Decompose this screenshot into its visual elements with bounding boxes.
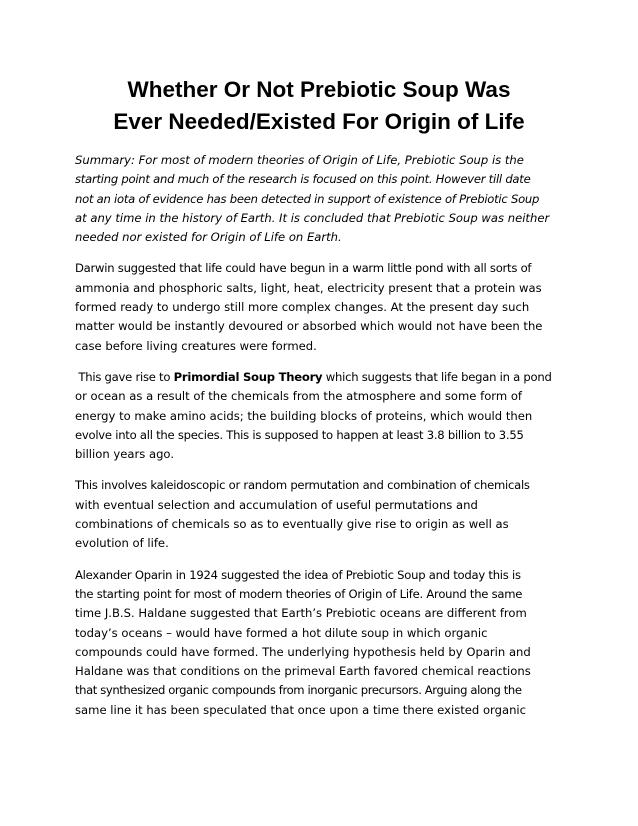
paragraph-line: compounds could have formed. The underlying hypothesis held by Oparin and (75, 644, 531, 659)
paragraph-line: evolve into all the species. This is supposed to happen at least 3.8 billion to 3.55 (75, 427, 524, 442)
title-line-1: Whether Or Not Prebiotic Soup Was (127, 77, 511, 102)
paragraph-line: energy to make amino acids; the building blocks of proteins, which would then (75, 408, 533, 423)
paragraph-line: same line it has been speculated that once upon a time there existed organic (75, 702, 527, 717)
document-body (75, 151, 567, 732)
paragraph-text: which suggests that life began in a pond (322, 369, 552, 384)
paragraph-line: time J.B.S. Haldane suggested that Earth’s Prebiotic oceans are different from (75, 606, 527, 621)
paragraph-line: Haldane was that conditions on the primeval Earth favored chemical reactions (75, 664, 531, 679)
paragraph-text: This gave rise to (75, 369, 174, 384)
summary-line: needed nor existed for Origin of Life on Earth. (75, 230, 342, 245)
paragraph-line: matter would be instantly devoured or absorbed which would not have been the (75, 319, 543, 334)
summary-line: Summary: For most of modern theories of Origin of Life, Prebiotic Soup is the (75, 153, 524, 167)
paragraph-line: Darwin suggested that life could have begun in a warm little pond with all sorts of (75, 261, 532, 276)
paragraph-line: with eventual selection and accumulation of useful permutations and (75, 497, 478, 512)
page-title (0, 74, 638, 138)
paragraph-line: the starting point for most of modern theories of Origin of Life. Around the same (75, 586, 523, 601)
paragraph-line: combinations of chemicals so as to eventually give rise to origin as well as (75, 517, 509, 532)
summary-paragraph (75, 151, 567, 247)
paragraph-line: Alexander Oparin in 1924 suggested the idea of Prebiotic Soup and today this is (75, 567, 521, 582)
paragraph-line: This involves kaleidoscopic or random permutation and combination of chemicals (75, 478, 530, 493)
paragraph-darwin (75, 259, 567, 355)
summary-line: starting point and much of the research is focused on this point. However till date (75, 172, 531, 187)
paragraph-line: or ocean as a result of the chemicals from the atmosphere and some form of (75, 389, 523, 404)
paragraph-permutation (75, 476, 567, 553)
paragraph-line (75, 368, 567, 387)
title-line-2: Ever Needed/Existed For Origin of Life (113, 109, 525, 134)
paragraph-line: case before living creatures were formed. (75, 338, 317, 353)
paragraph-line: that synthesized organic compounds from inorganic precursors. Arguing along the (75, 683, 522, 698)
summary-line: at any time in the history of Earth. It is concluded that Prebiotic Soup was neither (75, 210, 550, 225)
paragraph-line: billion years ago. (75, 447, 174, 462)
summary-line: not an iota of evidence has been detected in support of existence of Prebiotic Soup (75, 191, 540, 206)
paragraph-oparin (75, 566, 567, 720)
paragraph-line: ammonia and phosphoric salts, light, heat, electricity present that a protein was (75, 280, 542, 295)
paragraph-line: today’s oceans – would have formed a hot dilute soup in which organic (75, 625, 488, 640)
paragraph-line: formed ready to undergo still more complex changes. At the present day such (75, 300, 530, 315)
paragraph-line: evolution of life. (75, 536, 169, 551)
primordial-soup-theory-term: Primordial Soup Theory (173, 369, 323, 384)
paragraph-primordial-soup (75, 368, 567, 464)
